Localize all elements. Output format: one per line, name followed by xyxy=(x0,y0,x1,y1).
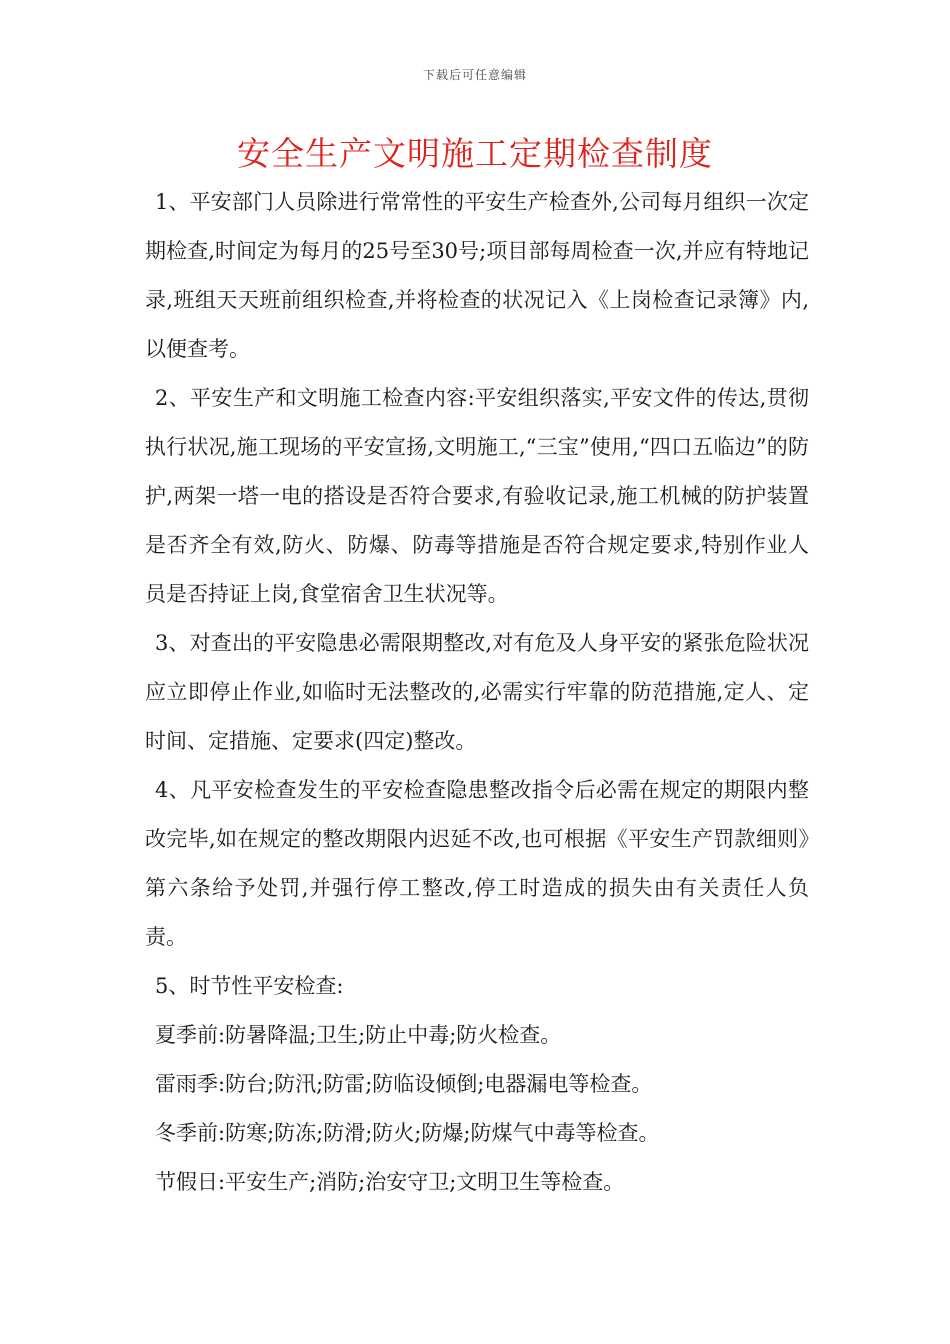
seasonal-summer: 夏季前:防暑降温;卫生;防止中毒;防火检查。 xyxy=(155,1023,562,1047)
seasonal-rainy: 雷雨季:防台;防汛;防雷;防临设倾倒;电器漏电等检查。 xyxy=(155,1072,653,1096)
document-title: 安全生产文明施工定期检查制度 xyxy=(237,134,713,173)
seasonal-winter: 冬季前:防寒;防冻;防滑;防火;防爆;防煤气中毒等检查。 xyxy=(155,1121,660,1145)
paragraph-3: 3、对查出的平安隐患必需限期整改,对有危及人身平安的紧张危险状况应立即停止作业,如临时无法整改的,必需实行牢靠的防范措施,定人、定时间、定措施、定要求(四定)整改。 xyxy=(145,631,809,753)
document-body xyxy=(145,178,809,1207)
paragraph-5: 5、时节性平安检查: xyxy=(155,974,344,998)
seasonal-holiday: 节假日:平安生产;消防;治安守卫;文明卫生等检查。 xyxy=(155,1170,625,1194)
paragraph-1: 1、平安部门人员除进行常常性的平安生产检查外,公司每月组织一次定期检查,时间定为每月的25号至30号;项目部每周检查一次,并应有特地记录,班组天天班前组织检查,并将检查的状况记入《上岗检查记录簿》内,以便查考。 xyxy=(145,190,809,361)
paragraph-4: 4、凡平安检查发生的平安检查隐患整改指令后必需在规定的期限内整改完毕,如在规定的整改期限内迟延不改,也可根据《平安生产罚款细则》第六条给予处罚,并强行停工整改,停工时造成的损失由有关责任人负责。 xyxy=(145,778,809,949)
header-note: 下载后可任意编辑 xyxy=(422,68,527,82)
paragraph-2: 2、平安生产和文明施工检查内容:平安组织落实,平安文件的传达,贯彻执行状况,施工现场的平安宣扬,文明施工,“三宝”使用,“四口五临边”的防护,两架一塔一电的搭设是否符合要求,有验收记录,施工机械的防护装置是否齐全有效,防火、防爆、防毒等措施是否符合规定要求,特别作业人员是否持证上岗,食堂宿舍卫生状况等。 xyxy=(145,386,809,606)
